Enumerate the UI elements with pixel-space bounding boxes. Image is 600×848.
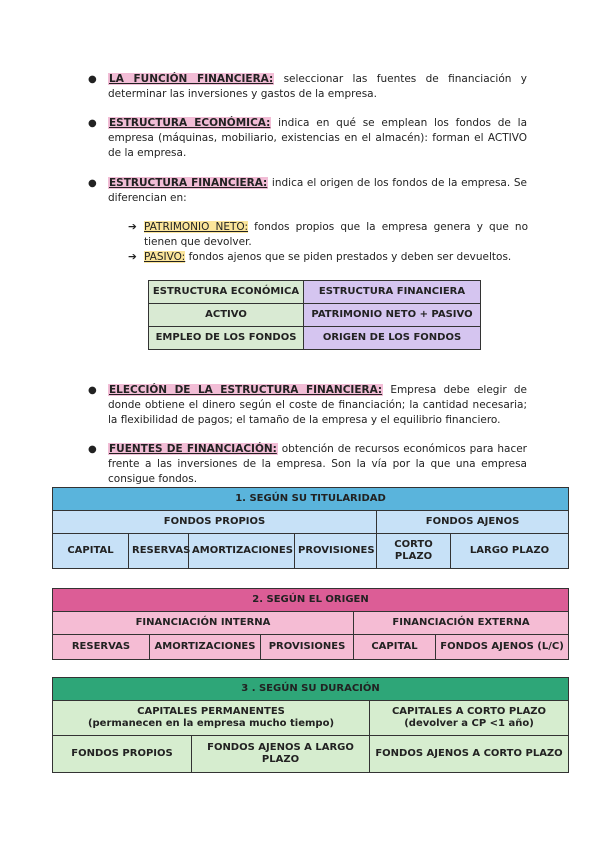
group-subtitle: (devolver a CP <1 año): [404, 718, 534, 729]
table-row: [53, 511, 569, 534]
bullet-dot-icon: ●: [88, 385, 97, 396]
table-cell: FONDOS AJENOS (L/C): [436, 635, 569, 660]
bullet-text: Empresa debe elegir de donde obtiene el dinero según el coste de financiación; la cantidad necesaria; la flexibilidad de pagos; el tamaño de la empresa y el equilibrio financiero.: [108, 384, 527, 426]
table-cell: RESERVAS: [129, 534, 189, 569]
table-row: [149, 281, 481, 304]
group-title: CAPITALES PERMANENTES: [137, 706, 285, 717]
table-cell: RESERVAS: [53, 635, 150, 660]
table-row: [149, 327, 481, 350]
group-subtitle: (permanecen en la empresa mucho tiempo): [87, 718, 335, 729]
bullet-text: obtención de recursos económicos para hacer frente a las inversiones de la empresa. Son la vía por la que una empresa consigue fondos.: [108, 443, 527, 485]
bullet-text: indica el origen de los fondos de la empresa. Se diferencian en:: [108, 177, 527, 204]
bullet-estructura-financiera: [90, 176, 527, 206]
bullet-fuentes-financiacion: [90, 442, 527, 487]
table-cell: CAPITAL: [354, 635, 436, 660]
table-cell: PATRIMONIO NETO + PASIVO: [304, 304, 481, 327]
table-row: [149, 304, 481, 327]
term-eleccion-estructura: ELECCIÓN DE LA ESTRUCTURA FINANCIERA:: [109, 384, 383, 396]
bullet-dot-icon: ●: [88, 118, 97, 129]
term-estructura-economica: ESTRUCTURA ECONÓMICA:: [109, 117, 271, 129]
table-cell: AMORTIZACIONES: [189, 534, 295, 569]
table-duracion: [52, 677, 569, 773]
table-cell: AMORTIZACIONES: [150, 635, 261, 660]
subitem-text: fondos propios que la empresa genera y que no tienen que devolver.: [144, 221, 529, 248]
table-row: [53, 612, 569, 635]
term-funcion-financiera: LA FUNCIÓN FINANCIERA:: [109, 73, 274, 85]
bullet-eleccion-estructura: [90, 383, 527, 428]
subitem-text: fondos ajenos que se piden prestados y deben ser devueltos.: [185, 251, 512, 263]
table-title: 2. SEGÚN EL ORIGEN: [53, 589, 569, 612]
table-cell: ESTRUCTURA ECONÓMICA: [149, 281, 304, 304]
table-row: [53, 701, 569, 736]
table-header-row: [53, 488, 569, 511]
table-cell: ORIGEN DE LOS FONDOS: [304, 327, 481, 350]
table-row: [53, 736, 569, 773]
arrow-right-icon: ➔: [128, 221, 137, 233]
bullet-funcion-financiera: [90, 72, 527, 102]
subitem-patrimonio-neto: [128, 220, 528, 250]
table-cell: LARGO PLAZO: [451, 534, 569, 569]
term-fuentes-financiacion: FUENTES DE FINANCIACIÓN:: [109, 443, 277, 455]
table-row: [53, 534, 569, 569]
table-cell: CORTO PLAZO: [377, 534, 451, 569]
arrow-right-icon: ➔: [128, 251, 137, 263]
structure-table: [148, 280, 481, 350]
table-cell: CAPITAL: [53, 534, 129, 569]
table-cell: ESTRUCTURA FINANCIERA: [304, 281, 481, 304]
bullet-dot-icon: ●: [88, 74, 97, 85]
table-title: 3 . SEGÚN SU DURACIÓN: [53, 678, 569, 701]
group-fondos-ajenos: FONDOS AJENOS: [377, 511, 569, 534]
table-cell: ACTIVO: [149, 304, 304, 327]
bullet-dot-icon: ●: [88, 178, 97, 189]
table-row: [53, 635, 569, 660]
table-cell: PROVISIONES: [261, 635, 354, 660]
bullet-text: indica en qué se emplean los fondos de la empresa (máquinas, mobiliario, existencias en el almacén): forman el ACTIVO de la empresa.: [108, 117, 528, 159]
table-header-row: [53, 678, 569, 701]
subitem-pasivo: [128, 250, 528, 265]
table-header-row: [53, 589, 569, 612]
group-title: CAPITALES A CORTO PLAZO: [391, 706, 547, 717]
term-pasivo: PASIVO:: [144, 251, 186, 263]
table-cell: FONDOS AJENOS A LARGO PLAZO: [192, 736, 370, 773]
group-financiacion-interna: FINANCIACIÓN INTERNA: [53, 612, 354, 635]
bullet-dot-icon: ●: [88, 444, 97, 455]
group-capitales-corto-plazo: [370, 701, 569, 736]
table-title: 1. SEGÚN SU TITULARIDAD: [53, 488, 569, 511]
table-cell: EMPLEO DE LOS FONDOS: [149, 327, 304, 350]
table-origen: [52, 588, 569, 660]
bullet-text: seleccionar las fuentes de financiación y determinar las inversiones y gastos de la empresa.: [108, 73, 527, 100]
group-capitales-permanentes: [53, 701, 370, 736]
table-titularidad: [52, 487, 569, 569]
table-cell: PROVISIONES: [295, 534, 377, 569]
table-cell: FONDOS PROPIOS: [53, 736, 192, 773]
term-estructura-financiera: ESTRUCTURA FINANCIERA:: [109, 177, 268, 189]
group-fondos-propios: FONDOS PROPIOS: [53, 511, 377, 534]
group-financiacion-externa: FINANCIACIÓN EXTERNA: [354, 612, 569, 635]
bullet-estructura-economica: [90, 116, 527, 161]
table-cell: FONDOS AJENOS A CORTO PLAZO: [370, 736, 569, 773]
term-patrimonio-neto: PATRIMONIO NETO:: [144, 221, 249, 233]
